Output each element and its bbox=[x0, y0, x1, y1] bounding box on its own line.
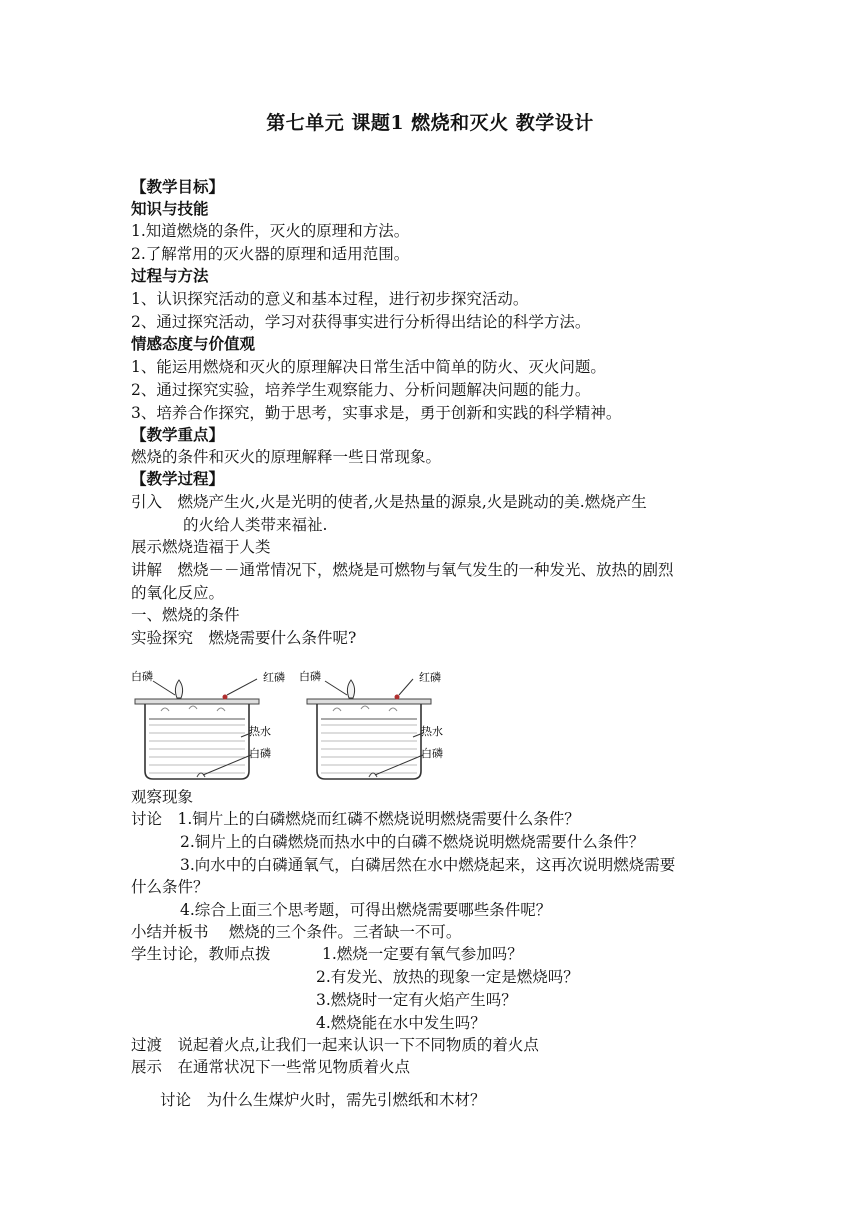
label-red-phosphorus-left: 红磷 bbox=[263, 671, 285, 684]
discussion-3b: 什么条件？ bbox=[131, 878, 209, 896]
label-white-phosphorus-water-right: 白磷 bbox=[421, 747, 443, 760]
summary-line: 小结并板书 燃烧的三个条件。三者缺一不可。 bbox=[131, 923, 462, 941]
label-red-phosphorus-right: 红磷 bbox=[419, 671, 441, 684]
label-white-phosphorus-right: 白磷 bbox=[299, 670, 321, 683]
discussion-last: 讨论 为什么生煤炉火时，需先引燃纸和木材？ bbox=[160, 1091, 486, 1109]
knowledge-item-1: 1.知道燃烧的条件，灭火的原理和方法。 bbox=[131, 222, 410, 240]
process-item-1: 1、认识探究活动的意义和基本过程，进行初步探究活动。 bbox=[131, 290, 529, 308]
intro-line-1: 引入 燃烧产生火,火是光明的使者,火是热量的源泉,火是跳动的美.燃烧产生 bbox=[131, 493, 647, 511]
experiment-line: 实验探究 燃烧需要什么条件呢? bbox=[131, 629, 357, 647]
discussion-1: 讨论 1.铜片上的白磷燃烧而红磷不燃烧说明燃烧需要什么条件？ bbox=[131, 810, 580, 828]
explain-line-2: 的氧化反应。 bbox=[131, 584, 225, 602]
emotion-item-3: 3、培养合作探究，勤于思考，实事求是，勇于创新和实践的科学精神。 bbox=[131, 404, 622, 422]
beaker-right bbox=[299, 669, 443, 779]
question-4: 4.燃烧能在水中发生吗？ bbox=[316, 1014, 486, 1032]
emotion-item-2: 2、通过探究实验，培养学生观察能力、分析问题解决问题的能力。 bbox=[131, 381, 591, 399]
emotion-item-1: 1、能运用燃烧和灭火的原理解决日常生活中简单的防火、灭火问题。 bbox=[131, 358, 606, 376]
question-3: 3.燃烧时一定有火焰产生吗？ bbox=[316, 991, 517, 1009]
discussion-4: 4.综合上面三个思考题，可得出燃烧需要哪些条件呢？ bbox=[180, 901, 552, 919]
observe-line: 观察现象 bbox=[131, 788, 194, 806]
display-line: 展示 在通常状况下一些常见物质着火点 bbox=[131, 1058, 411, 1076]
student-discussion-label: 学生讨论，教师点拨 bbox=[131, 945, 271, 963]
emotion-heading: 情感态度与价值观 bbox=[131, 334, 256, 353]
label-white-phosphorus-left: 白磷 bbox=[131, 670, 153, 683]
page-title: 第七单元 课题1 燃烧和灭火 教学设计 bbox=[266, 112, 594, 134]
goal-heading: 【教学目标】 bbox=[131, 177, 225, 196]
beaker-left bbox=[131, 669, 285, 779]
process-heading: 过程与方法 bbox=[131, 266, 209, 285]
label-white-phosphorus-water-left: 白磷 bbox=[249, 747, 271, 760]
discussion-2: 2.铜片上的白磷燃烧而热水中的白磷不燃烧说明燃烧需要什么条件？ bbox=[180, 833, 645, 851]
experiment-figure bbox=[131, 663, 451, 783]
label-hot-water-left: 热水 bbox=[249, 725, 271, 738]
key-heading: 【教学重点】 bbox=[131, 425, 225, 444]
question-2: 2.有发光、放热的现象一定是燃烧吗？ bbox=[316, 968, 579, 986]
discussion-3a: 3.向水中的白磷通氧气，白磷居然在水中燃烧起来，这再次说明燃烧需要 bbox=[180, 856, 676, 874]
process-section-heading: 【教学过程】 bbox=[131, 469, 225, 488]
key-text: 燃烧的条件和灭火的原理解释一些日常现象。 bbox=[131, 448, 442, 466]
process-item-2: 2、通过探究活动，学习对获得事实进行分析得出结论的科学方法。 bbox=[131, 313, 591, 331]
question-1: 1.燃烧一定要有氧气参加吗？ bbox=[322, 945, 523, 963]
show-line: 展示燃烧造福于人类 bbox=[131, 538, 271, 556]
knowledge-heading: 知识与技能 bbox=[131, 199, 209, 218]
knowledge-item-2: 2.了解常用的灭火器的原理和适用范围。 bbox=[131, 245, 410, 263]
intro-line-2: 的火给人类带来福祉. bbox=[183, 516, 328, 534]
section-heading: 一、燃烧的条件 bbox=[131, 606, 240, 624]
label-hot-water-right: 热水 bbox=[421, 725, 443, 738]
explain-line-1: 讲解 燃烧－－通常情况下，燃烧是可燃物与氧气发生的一种发光、放热的剧烈 bbox=[131, 561, 674, 579]
transition-line: 过渡 说起着火点,让我们一起来认识一下不同物质的着火点 bbox=[131, 1036, 539, 1054]
